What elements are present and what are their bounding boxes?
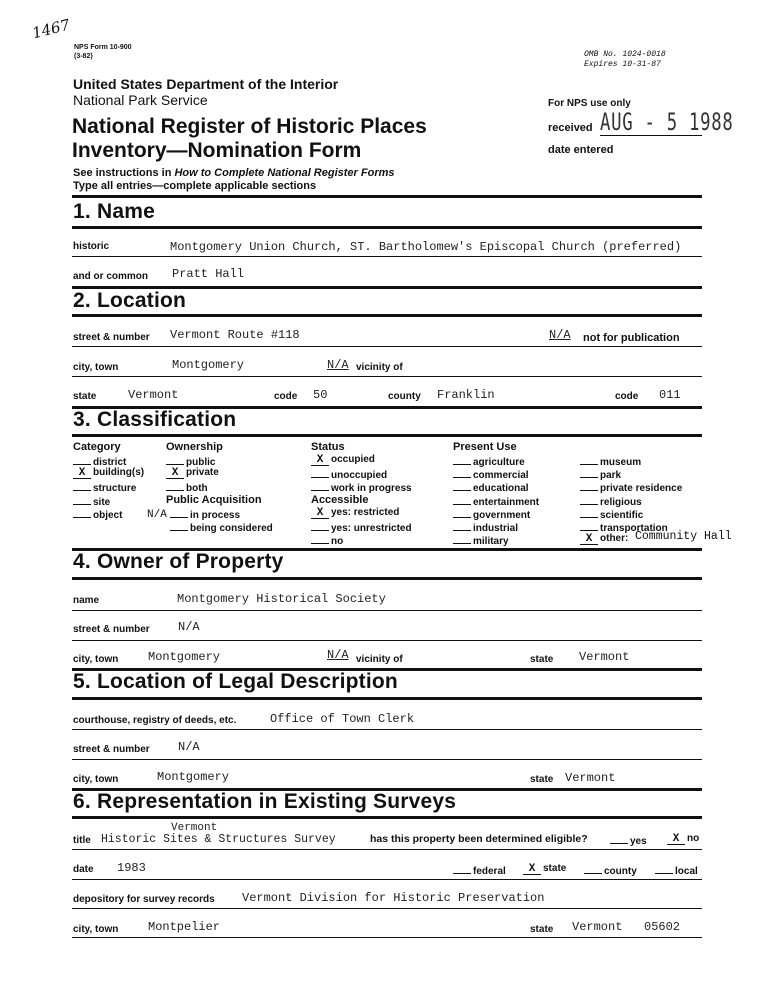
survey-date-rule <box>72 879 702 880</box>
survey-city-label: city, town <box>73 924 119 935</box>
owner-street-rule <box>72 640 702 641</box>
option-label: private <box>186 467 219 478</box>
not-for-publication-label: not for publication <box>583 332 680 344</box>
option-label: both <box>186 483 208 494</box>
survey-title-rule <box>72 849 702 850</box>
option-label: structure <box>93 483 137 494</box>
state-label: state <box>73 391 97 402</box>
county-code-value: 011 <box>659 388 681 402</box>
accessible-item <box>311 533 343 547</box>
state-option-label: state <box>543 863 567 874</box>
section-2-title: 2. Location <box>73 289 187 312</box>
received-label: received <box>548 122 593 134</box>
option-label: transportation <box>600 523 668 534</box>
checkbox[interactable]: X <box>311 455 329 466</box>
section-3-underline <box>72 434 702 437</box>
checkbox[interactable] <box>311 467 329 478</box>
owner-street-label: street & number <box>73 624 150 635</box>
status-item <box>311 480 412 494</box>
street-rule <box>72 346 702 347</box>
use-item <box>453 494 539 508</box>
form-id: NPS Form 10-900 <box>74 44 132 51</box>
state-code-value: 50 <box>313 388 328 402</box>
use-item <box>580 533 628 545</box>
instructions-title: How to Complete National Register Forms <box>174 167 395 179</box>
option-label: religious <box>600 497 642 508</box>
use-item <box>453 454 525 468</box>
county-option <box>584 863 637 877</box>
historic-name: Montgomery Union Church, ST. Bartholomew's Episcopal Church (preferred) <box>170 240 682 254</box>
local-checkbox[interactable] <box>655 863 673 874</box>
city-rule <box>72 376 702 377</box>
use-item <box>580 494 642 508</box>
option-label: no <box>331 536 344 547</box>
option-label: other: <box>600 533 629 544</box>
option-label: site <box>93 497 111 508</box>
instructions-line-2: Type all entries—complete applicable sections <box>73 180 317 192</box>
date-entered-label: date entered <box>548 144 614 156</box>
section-3-title: 3. Classification <box>73 408 237 431</box>
eligible-no <box>667 833 699 845</box>
option-label: military <box>473 536 509 547</box>
option-label: park <box>600 470 622 481</box>
county-code-label: code <box>615 391 639 402</box>
common-name: Pratt Hall <box>172 267 245 281</box>
checkbox[interactable] <box>580 467 598 478</box>
option-label: industrial <box>473 523 519 534</box>
owner-name-label: name <box>73 595 100 606</box>
checkbox[interactable] <box>311 520 329 531</box>
section-1-rule <box>72 195 702 198</box>
accessible-item <box>311 507 399 519</box>
omb-number: OMB No. 1024-0018 <box>584 50 666 59</box>
category-heading: Category <box>73 441 121 453</box>
checkbox[interactable] <box>166 454 184 465</box>
ownership-item <box>166 480 208 494</box>
option-label: yes: unrestricted <box>331 523 412 534</box>
survey-title-label: title <box>73 835 91 846</box>
vicinity-mark: N/A <box>327 358 349 372</box>
use-item <box>580 454 641 468</box>
other-use-value: Community Hall <box>635 530 732 543</box>
option-label: building(s) <box>93 467 145 478</box>
checkbox[interactable] <box>311 480 329 491</box>
ownership-heading: Ownership <box>166 441 223 453</box>
option-label: being considered <box>190 523 273 534</box>
survey-date-value: 1983 <box>117 861 146 875</box>
section-4-title: 4. Owner of Property <box>73 550 284 573</box>
acquisition-item <box>170 520 273 534</box>
option-label: work in progress <box>331 483 412 494</box>
category-item <box>73 454 126 468</box>
service: National Park Service <box>73 92 208 108</box>
checkbox[interactable]: X <box>73 468 91 479</box>
option-label: unoccupied <box>331 470 388 481</box>
no-checkbox[interactable]: X <box>667 834 685 845</box>
ownership-item <box>166 454 215 468</box>
federal-checkbox[interactable] <box>453 863 471 874</box>
yes-label: yes <box>630 836 647 847</box>
option-label: public <box>186 457 216 468</box>
historic-rule <box>72 256 702 257</box>
checkbox[interactable] <box>580 520 598 531</box>
nps-use-label: For NPS use only <box>548 98 631 109</box>
checkbox[interactable] <box>73 454 91 465</box>
checkbox[interactable] <box>170 520 188 531</box>
federal-label: federal <box>473 866 506 877</box>
checkbox[interactable] <box>73 480 91 491</box>
received-stamp: AUG - 5 1988 <box>600 108 734 136</box>
option-label: agriculture <box>473 457 525 468</box>
section-6-title: 6. Representation in Existing Surveys <box>73 790 457 813</box>
legal-street-value: N/A <box>178 740 200 754</box>
use-item <box>453 507 530 521</box>
courthouse-rule <box>72 729 702 730</box>
owner-vicinity-mark: N/A <box>327 648 349 662</box>
option-label: object <box>93 510 123 521</box>
legal-city-value: Montgomery <box>157 770 230 784</box>
depository-label: depository for survey records <box>73 894 215 905</box>
common-label: and or common <box>73 271 149 282</box>
checkbox[interactable]: X <box>311 508 329 519</box>
section-5-underline <box>72 697 702 700</box>
instructions-line-1 <box>73 167 395 179</box>
county-value: Franklin <box>437 388 495 402</box>
state-checkbox[interactable]: X <box>523 864 541 875</box>
checkbox[interactable] <box>580 454 598 465</box>
expires: Expires 10-31-87 <box>584 60 661 69</box>
checkbox[interactable] <box>453 480 471 491</box>
category-item <box>73 507 122 521</box>
option-label: district <box>93 457 127 468</box>
survey-state-value: Vermont <box>572 920 623 934</box>
survey-title-line-1: Vermont <box>171 822 218 834</box>
option-label: museum <box>600 457 642 468</box>
checkbox[interactable] <box>453 533 471 544</box>
form-rev: (3-82) <box>74 53 93 60</box>
section-6-underline <box>72 816 702 819</box>
owner-city-value: Montgomery <box>148 650 221 664</box>
survey-title-line-2: Historic Sites & Structures Survey <box>101 833 336 846</box>
ownership-item <box>166 467 219 479</box>
checkbox[interactable] <box>73 507 91 518</box>
owner-city-label: city, town <box>73 654 119 665</box>
acquisition-item <box>170 507 240 521</box>
legal-city-label: city, town <box>73 774 119 785</box>
checkbox[interactable] <box>453 454 471 465</box>
use-item <box>453 533 509 547</box>
option-label: in process <box>190 510 241 521</box>
checkbox[interactable] <box>580 480 598 491</box>
no-label: no <box>687 833 700 844</box>
section-2-underline <box>72 314 702 317</box>
status-heading: Status <box>311 441 345 453</box>
use-item <box>580 467 621 481</box>
owner-vicinity-label: vicinity of <box>356 654 403 665</box>
street-value: Vermont Route #118 <box>170 328 300 342</box>
depository-value: Vermont Division for Historic Preservation <box>242 891 545 905</box>
courthouse-label: courthouse, registry of deeds, etc. <box>73 715 237 726</box>
option-label: occupied <box>331 454 375 465</box>
checkbox[interactable] <box>453 494 471 505</box>
local-option-label: local <box>675 866 698 877</box>
handwritten-note: 1467 <box>30 15 72 43</box>
owner-name-rule <box>72 610 702 611</box>
county-checkbox[interactable] <box>584 863 602 874</box>
checkbox[interactable] <box>73 494 91 505</box>
eligible-yes <box>610 833 647 847</box>
county-label: county <box>388 391 421 402</box>
yes-checkbox[interactable] <box>610 833 628 844</box>
accessible-item <box>311 520 412 534</box>
owner-name-value: Montgomery Historical Society <box>177 592 386 606</box>
checkbox[interactable] <box>580 494 598 505</box>
owner-state-value: Vermont <box>579 650 630 664</box>
use-item <box>453 480 529 494</box>
form-title-1: National Register of Historic Places <box>72 115 427 138</box>
status-item <box>311 454 375 466</box>
option-label: yes: restricted <box>331 507 400 518</box>
not-for-publication-mark: N/A <box>549 328 571 342</box>
use-item <box>453 520 518 534</box>
state-value: Vermont <box>128 388 179 402</box>
city-label: city, town <box>73 362 119 373</box>
checkbox[interactable] <box>166 480 184 491</box>
section-4-underline <box>72 577 702 580</box>
checkbox[interactable] <box>580 507 598 518</box>
use-item <box>580 507 643 521</box>
checkbox[interactable] <box>170 507 188 518</box>
received-underline <box>600 135 702 136</box>
city-value: Montgomery <box>172 358 245 372</box>
local-option <box>655 863 698 877</box>
present-use-heading: Present Use <box>453 441 517 453</box>
category-item <box>73 480 136 494</box>
depository-rule <box>72 908 702 909</box>
courthouse-value: Office of Town Clerk <box>270 712 415 726</box>
eligible-question: has this property been determined eligible? <box>370 833 588 845</box>
accessible-heading: Accessible <box>311 494 369 506</box>
vicinity-label: vicinity of <box>356 362 403 373</box>
legal-state-label: state <box>530 774 554 785</box>
category-item <box>73 467 144 479</box>
section-5-title: 5. Location of Legal Description <box>73 670 398 693</box>
legal-state-value: Vermont <box>565 771 616 785</box>
use-item <box>580 480 682 494</box>
survey-date-label: date <box>73 864 94 875</box>
status-item <box>311 467 387 481</box>
legal-street-label: street & number <box>73 744 150 755</box>
option-label: government <box>473 510 531 521</box>
option-label: private residence <box>600 483 683 494</box>
option-label: educational <box>473 483 529 494</box>
acquisition-na: N/A <box>147 509 167 521</box>
owner-street-value: N/A <box>178 620 200 634</box>
category-item <box>73 494 110 508</box>
survey-zip-value: 05602 <box>644 920 681 934</box>
section-1-title: 1. Name <box>73 200 155 223</box>
survey-city-value: Montpelier <box>148 920 221 934</box>
option-label: commercial <box>473 470 529 481</box>
federal-option <box>453 863 506 877</box>
checkbox[interactable] <box>453 467 471 478</box>
survey-state-label: state <box>530 924 554 935</box>
checkbox[interactable] <box>311 533 329 544</box>
checkbox[interactable] <box>453 507 471 518</box>
department: United States Department of the Interior <box>73 76 339 92</box>
option-label: entertainment <box>473 497 540 508</box>
legal-street-rule <box>72 759 702 760</box>
checkbox[interactable]: X <box>166 468 184 479</box>
instructions-text: See instructions in <box>73 167 175 179</box>
survey-city-rule <box>72 937 702 938</box>
checkbox[interactable]: X <box>580 534 598 545</box>
street-label: street & number <box>73 332 150 343</box>
checkbox[interactable] <box>453 520 471 531</box>
historic-label: historic <box>73 241 110 252</box>
option-label: scientific <box>600 510 644 521</box>
county-option-label: county <box>604 866 637 877</box>
owner-state-label: state <box>530 654 554 665</box>
state-option <box>523 863 566 875</box>
state-code-label: code <box>274 391 298 402</box>
use-item <box>453 467 529 481</box>
section-1-underline <box>72 226 702 229</box>
form-title-2: Inventory—Nomination Form <box>72 139 362 162</box>
acquisition-heading: Public Acquisition <box>166 494 262 506</box>
